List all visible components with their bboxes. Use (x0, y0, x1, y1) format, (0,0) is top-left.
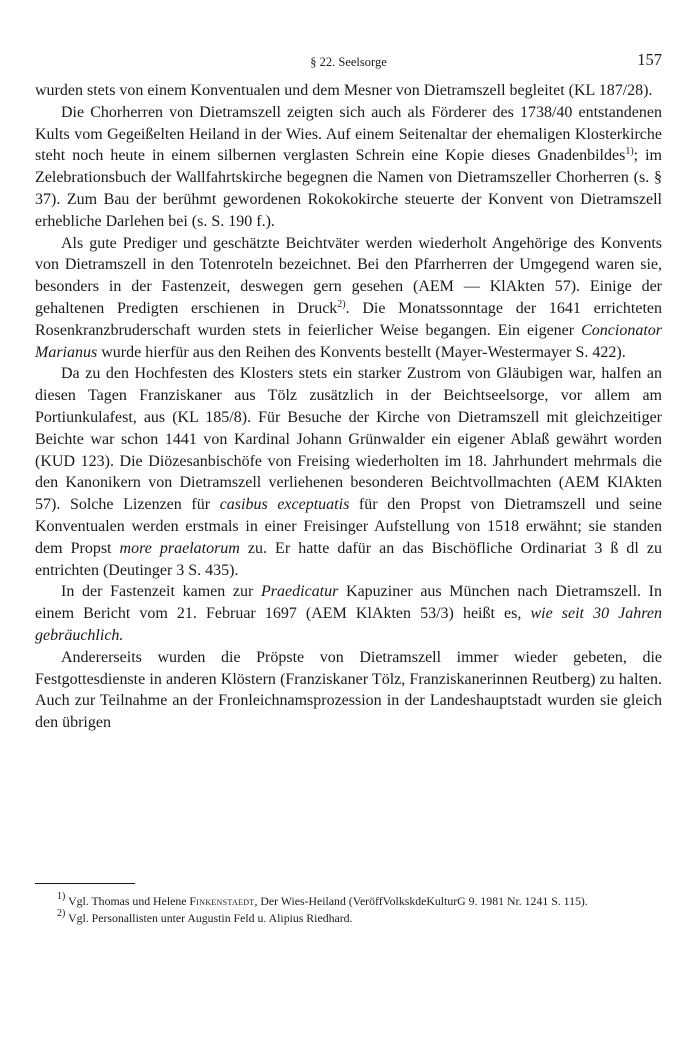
footnote-marker: 1) (57, 891, 66, 902)
italic-phrase: wie seit 30 Jahren gebräuchlich. (35, 605, 662, 644)
text-run: Da zu den Hochfesten des Klosters stets ein starker Zustrom von Gläubigen war, halfen an diesen Tagen Franziskaner aus Tölz zusätzlich in der Beichtseelsorge, vor allem am Portiunkulafest, aus (KL 185/8). Für Besuche der Kirche von Dietramszell mit gleichzeitiger Beichte war schon 1441 von Kardinal Johann Grünwalder ein eigener Ablaß gewährt worden (KUD 123). Die Diözesanbischöfe von Freising wiederholten im 18. Jahrhundert mehrmals die den Kanonikern von Dietramszell verliehenen besonderen Beichtvollmachten (AEM KlAkten 57). Solche Lizenzen für (35, 365, 662, 514)
text-run: zu. Er hatte dafür an das Bischöfliche Ordinariat 3 ß dl zu entrichten (Deutinger 3 S. 435). (35, 539, 662, 579)
text-run: für den Propst von Dietramszell und seine Konventualen werden erstmals in einer Freisinger Aufstellung von 1518 erwähnt; sie standen dem Propst (35, 496, 662, 557)
text-run: wurden stets von einem Konventualen und dem Mesner von Dietramszell begleitet (KL 187/28). (35, 82, 653, 99)
paragraph (35, 233, 662, 364)
footnote (35, 893, 662, 910)
footnotes (35, 893, 662, 926)
paragraph (35, 581, 662, 646)
footnote (35, 907, 662, 927)
section-title: § 22. Seelsorge (310, 55, 387, 69)
paragraph (35, 102, 662, 233)
paragraph (35, 80, 662, 102)
text-run: ; im Zelebrationsbuch der Wallfahrtskirche begegnen die Namen von Dietramszeller Chorherren (s. § 37). Zum Bau der berühmt gewordenen Rokokokirche steuerte der Konvent von Dietramszell erhebliche Darlehen bei (s. S. 190 f.). (35, 147, 662, 230)
text-run: Die Chorherren von Dietramszell zeigten sich auch als Förderer des 1738/40 entstandenen Kults vom Gegeißelten Heiland in der Wies. Auf einem Seitenaltar der ehemaligen Klosterkirche steht noch heute in einem silbernen verglasten Schrein eine Kopie dieses Gnadenbildes (35, 103, 662, 165)
text-run: Als gute Prediger und geschätzte Beichtväter werden wiederholt Angehörige des Konvents von Dietramszell in den Totenroteln bezeichnet. Bei den Pfarrherren der Umgegend waren sie, besonders in der Fastenzeit, deswegen gern gesehen (AEM — KlAkten 57). Einige der gehaltenen Predigten erschienen in Druck (35, 234, 662, 317)
text-run: Vgl. Thomas und Helene (65, 894, 190, 908)
italic-phrase: Concionator Marianus (35, 321, 662, 361)
author-name: Finkenstaedt (189, 894, 255, 908)
italic-phrase: more praelatorum (119, 539, 240, 557)
text-run: In der Fastenzeit kamen zur (61, 583, 262, 601)
footnote-marker: 1) (625, 146, 634, 158)
main-text (35, 80, 662, 734)
text-run: . Die Monatssonntage der 1641 errichteten Rosenkranzbruderschaft wurden stets in feierlicher Weise begangen. Ein eigener (35, 299, 662, 339)
footnote-marker: 2) (337, 298, 346, 310)
footnote-divider (35, 883, 135, 884)
text-run: Kapuziner aus München nach Dietramszell. In einem Bericht vom 21. Februar 1697 (AEM KlAkten 53/3) heißt es, (35, 583, 663, 623)
running-header (35, 50, 662, 74)
text-run: Vgl. Personallisten unter Augustin Feld u. Alipius Riedhard. (65, 910, 353, 925)
text-run: wurde hierfür aus den Reihen des Konvents bestellt (Mayer-Westermayer S. 422). (97, 343, 626, 361)
italic-phrase: casibus exceptuatis (219, 496, 350, 514)
footnote-marker: 2) (57, 907, 66, 919)
paragraph (35, 363, 662, 581)
text-run: , Der Wies-Heiland (VeröffVolkskdeKulturG 9. 1981 Nr. 1241 S. 115). (254, 894, 588, 908)
page-number: 157 (637, 50, 662, 69)
italic-phrase: Praedicatur (261, 583, 339, 601)
text-run: Andererseits wurden die Pröpste von Dietramszell immer wieder gebeten, die Festgottesdienste in anderen Klöstern (Franziskaner Tölz, Franziskanerinnen Reutberg) zu halten. Auch zur Teilnahme an der Fronleichnamsprozession in der Landeshauptstadt wurden sie gleich den übrigen (35, 648, 662, 732)
paragraph (35, 647, 662, 734)
